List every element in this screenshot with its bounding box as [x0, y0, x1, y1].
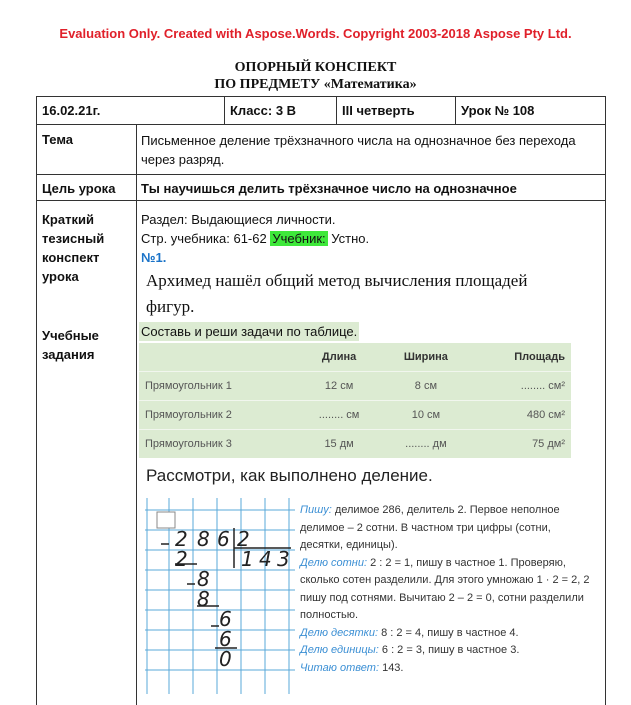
class: Класс: 3 В — [230, 103, 297, 118]
tasks-label: Учебные задания — [42, 328, 99, 362]
division-grid — [145, 498, 295, 694]
pages: Стр. учебника: 61-62 — [141, 231, 267, 246]
doc-subtitle: ПО ПРЕДМЕТУ «Математика» — [214, 77, 417, 92]
digit: 6 — [219, 607, 232, 631]
topic-text: Письменное деление трёхзначного числа на однозначное без перехода через разряд. — [141, 133, 576, 167]
topic-label: Тема — [42, 132, 74, 147]
step-text: 8 : 2 = 4, пишу в частное 4. — [378, 626, 519, 639]
step — [300, 557, 589, 622]
quarter: III четверть — [342, 103, 415, 118]
summary-label: Краткий тезисный конспект урока — [42, 212, 105, 284]
step-text: 6 : 2 = 3, пишу в частное 3. — [378, 644, 520, 656]
border — [36, 96, 606, 97]
step-text: 2 : 2 = 1, пишу в частное 1. Проверяю, сколько сотен разделили. Для этого умножаю 1 · 2 = 2, 2 пишу под сотнями. Вычитаю 2 – 2 = 0, сотни разделили полностью. — [300, 556, 590, 621]
archimedes-text: Архимед нашёл общий метод вычисления площадей фигур. — [146, 271, 528, 316]
digit: 2 — [175, 547, 188, 571]
step — [300, 662, 403, 674]
step-key: Делю сотни: — [300, 556, 368, 569]
cell: Прямоугольник 1 — [139, 372, 297, 401]
digit: 2 — [175, 527, 188, 551]
cell: ........ см² — [471, 372, 571, 401]
border — [36, 174, 606, 175]
cell: 10 см — [381, 401, 471, 430]
cell: 75 дм² — [471, 430, 571, 459]
cell: 8 см — [381, 372, 471, 401]
border — [36, 124, 606, 125]
task-instruction: Составь и реши задачи по таблице. — [141, 324, 358, 339]
cell: Прямоугольник 3 — [139, 430, 297, 459]
table-row — [139, 430, 571, 459]
digit: 8 — [197, 587, 210, 611]
quotient-digit: 4 — [259, 547, 272, 571]
quotient-digit: 3 — [277, 547, 290, 571]
anchor-icon — [157, 512, 175, 528]
lesson-number: Урок № 108 — [461, 103, 535, 118]
col-area: Площадь — [514, 351, 565, 363]
step-key: Делю единицы: — [300, 644, 379, 656]
cell: ........ дм — [381, 430, 471, 459]
date: 16.02.21г. — [42, 103, 101, 118]
doc-title: ОПОРНЫЙ КОНСПЕКТ — [234, 60, 397, 75]
goal-label: Цель урока — [42, 181, 116, 196]
cell: 12 см — [297, 372, 381, 401]
table-row — [139, 372, 571, 401]
border — [455, 96, 456, 124]
section: Раздел: Выдающиеся личности. — [141, 212, 336, 227]
border — [336, 96, 337, 124]
goal-text: Ты научишься делить трёхзначное число на однозначное — [141, 181, 517, 196]
watermark: Evaluation Only. Created with Aspose.Words. Copyright 2003-2018 Aspose Pty Ltd. — [59, 26, 572, 41]
summary-content — [141, 210, 369, 267]
quotient-digit: 1 — [241, 547, 254, 571]
col-length: Длина — [321, 351, 357, 363]
border — [36, 96, 37, 705]
digit: 8 — [197, 567, 210, 591]
digit: 8 — [197, 527, 210, 551]
oral: Устно. — [331, 231, 370, 246]
look-instruction: Рассмотри, как выполнено деление. — [146, 466, 433, 485]
step — [300, 504, 560, 551]
digit: 6 — [217, 527, 230, 551]
cell: Прямоугольник 2 — [139, 401, 297, 430]
pages-line — [141, 229, 369, 248]
cell: ........ см — [297, 401, 381, 430]
step — [300, 644, 519, 656]
border — [224, 96, 225, 124]
cell: 480 см² — [471, 401, 571, 430]
step — [300, 627, 519, 639]
area-table — [139, 343, 571, 458]
digit: 0 — [219, 647, 232, 671]
step-text: делимое 286, делитель 2. Первое неполное делимое – 2 сотни. В частном три цифры (сотни, десятки, единицы). — [300, 504, 560, 551]
border — [136, 124, 137, 705]
textbook-highlight: Учебник: — [272, 231, 326, 246]
table-row — [139, 401, 571, 430]
step-key: Делю десятки: — [300, 626, 379, 639]
step-key: Пишу: — [300, 504, 332, 516]
step-text: 143. — [379, 661, 404, 674]
digit: 6 — [219, 627, 232, 651]
exercise-number: №1. — [141, 250, 167, 265]
step-key: Читаю ответ: — [300, 661, 380, 674]
divisor: 2 — [237, 527, 250, 551]
col-width: Ширина — [403, 351, 448, 363]
explanation — [300, 502, 592, 677]
table-header — [139, 343, 571, 372]
border — [36, 200, 606, 201]
border — [605, 96, 606, 705]
cell: 15 дм — [297, 430, 381, 459]
